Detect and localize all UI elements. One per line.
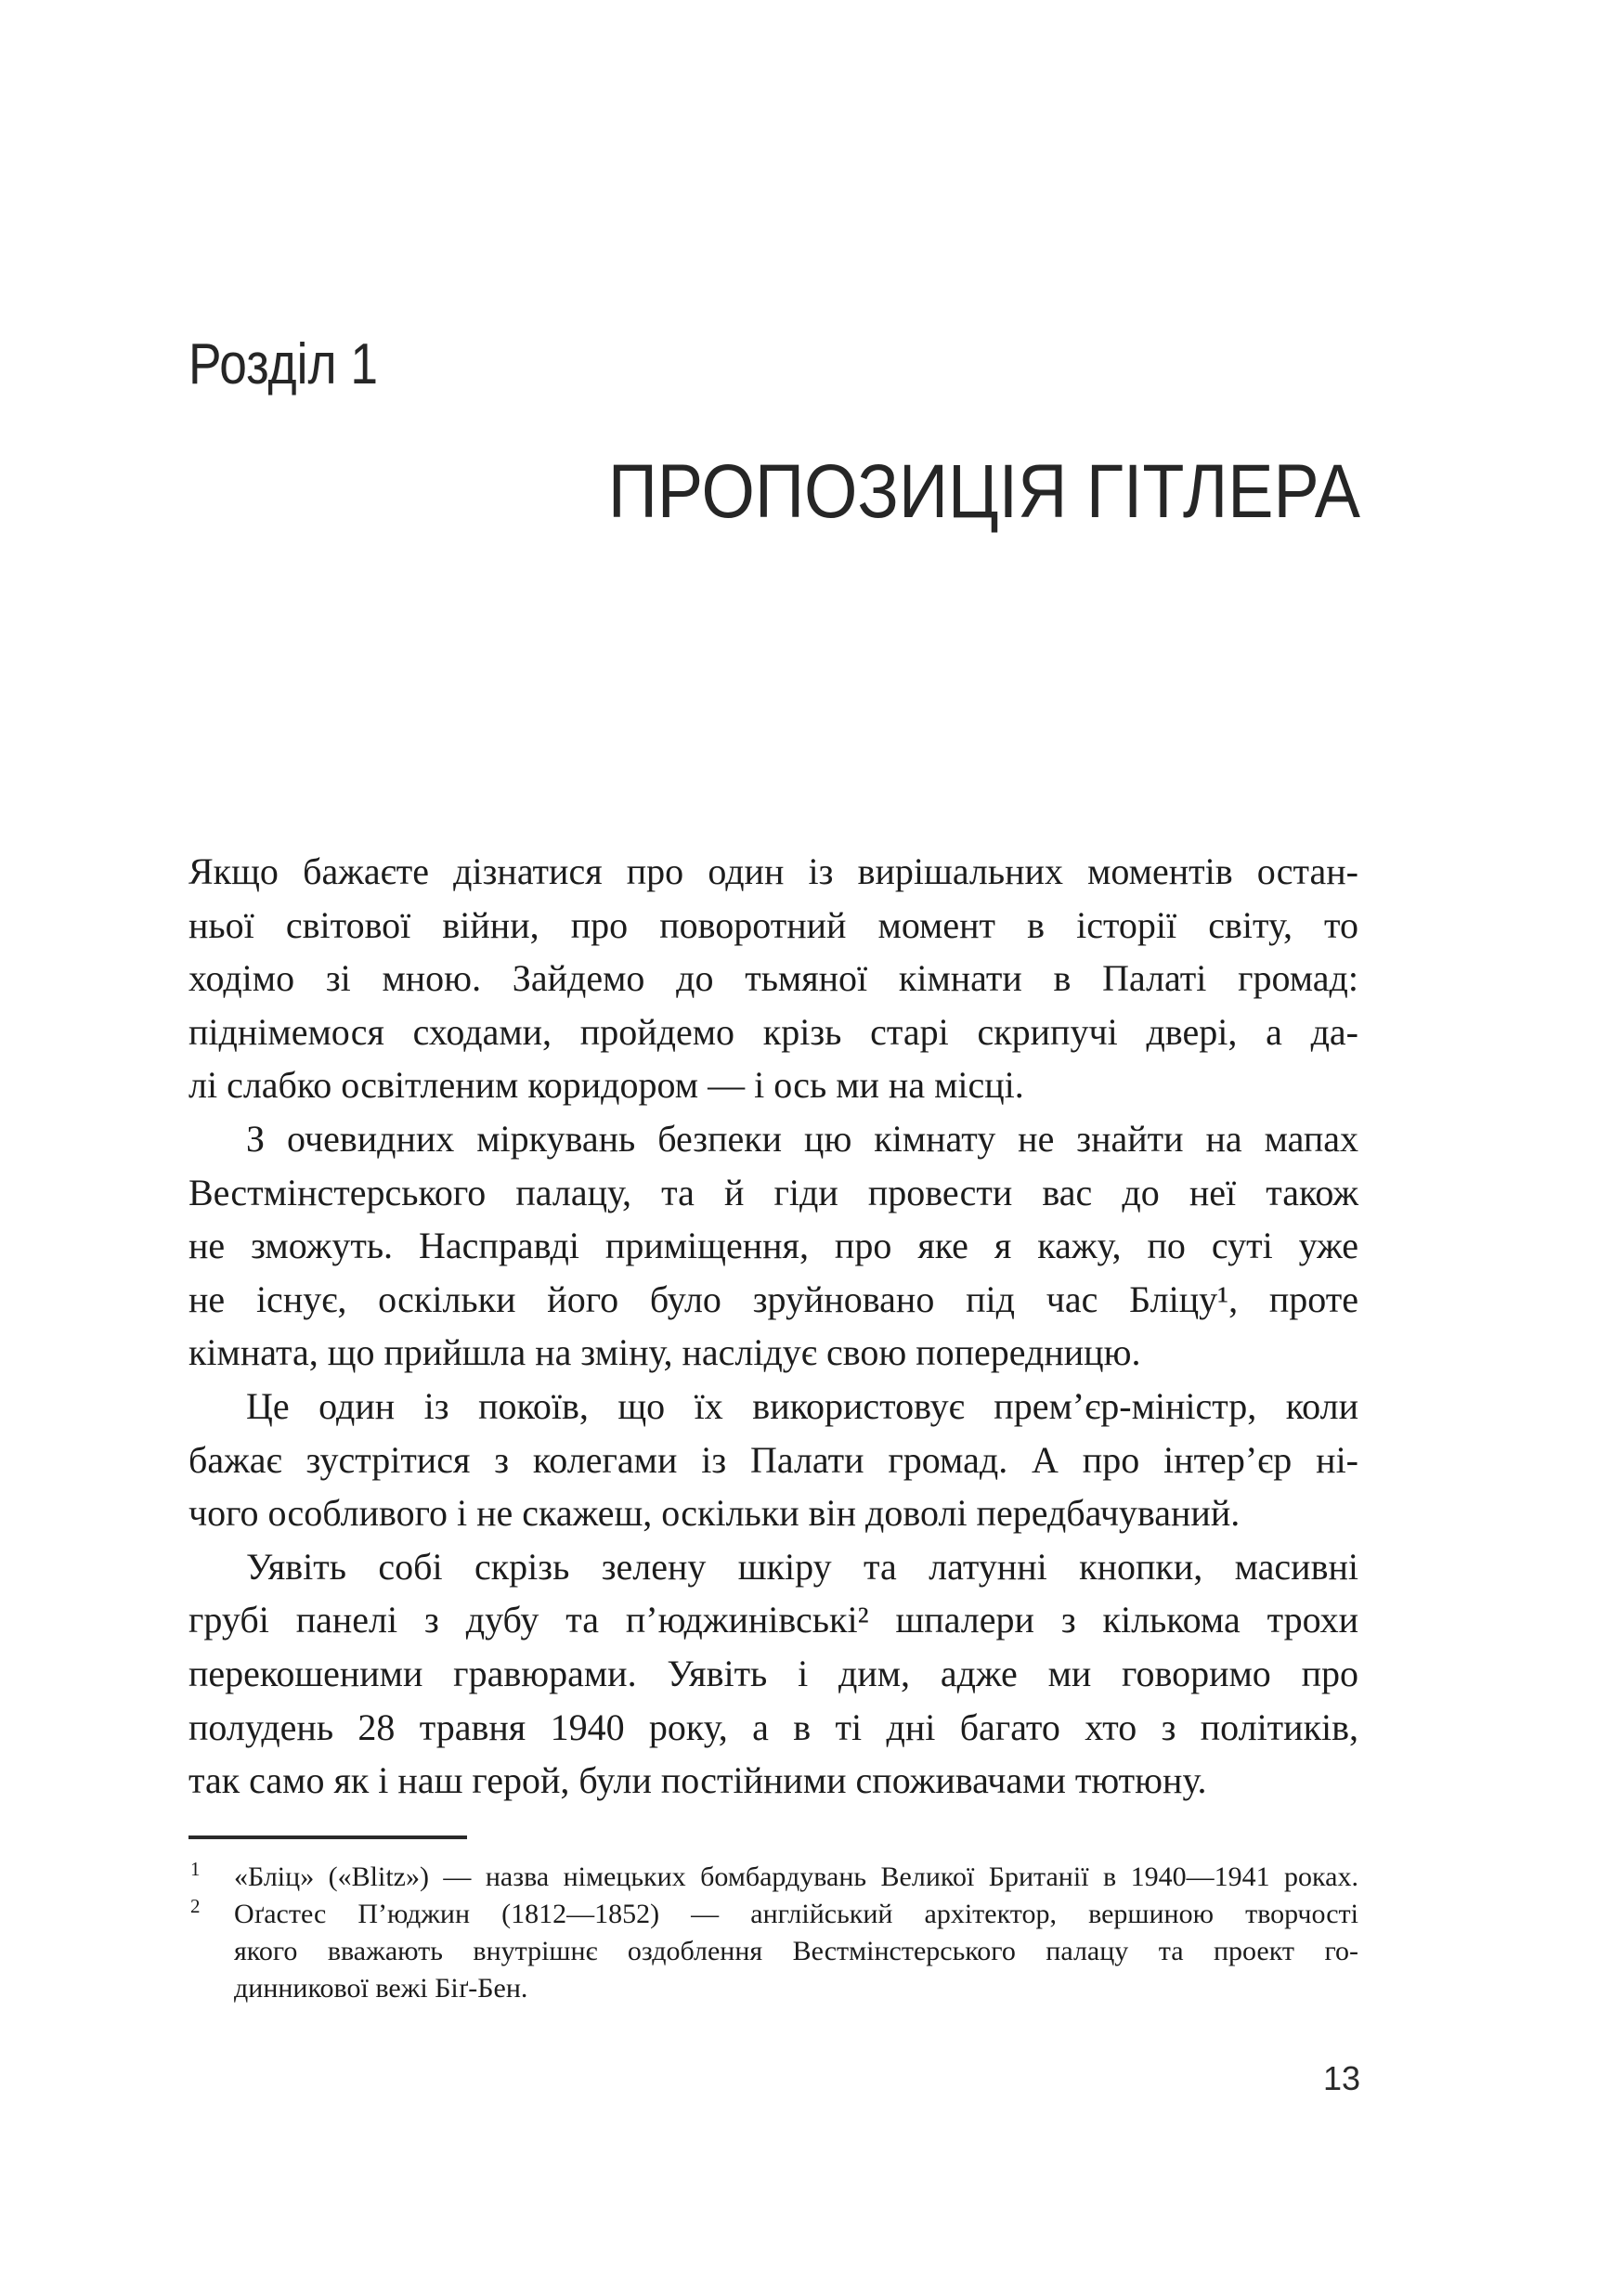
footnote-2 <box>188 1896 1358 2007</box>
chapter-label: Розділ 1 <box>188 332 379 396</box>
body-line: кімната, що прийшла на зміну, наслідує свою попередницю. <box>188 1331 1141 1374</box>
body-text <box>188 845 1358 1808</box>
body-line: грубі панелі з дубу та п’юджинівські² шпалери з кількома трохи <box>188 1599 1358 1641</box>
body-line: піднімемося сходами, пройдемо крізь старі скрипучі двері, а да- <box>188 1010 1358 1053</box>
footnote-marker-2: 2 <box>190 1895 201 1917</box>
body-line: полудень 28 травня 1940 року, а в ті дні багато хто з політиків, <box>188 1706 1358 1748</box>
body-line: З очевидних міркувань безпеки цю кімнату не знайти на мапах <box>246 1117 1358 1160</box>
body-line: так само як і наш герой, були постійними споживачами тютюну. <box>188 1759 1207 1802</box>
body-line: не існує, оскільки його було зруйновано під час Бліцу¹, проте <box>188 1278 1358 1320</box>
footnote-text: Оґастес П’юджин (1812—1852) — англійський архітектор, вершиною творчості <box>234 1899 1358 1929</box>
body-line: лі слабко освітленим коридором — і ось ми на місці. <box>188 1064 1024 1107</box>
body-line: Вестмінстерського палацу, та й гіди провести вас до неї також <box>188 1171 1358 1213</box>
body-line: Уявіть собі скрізь зелену шкіру та латунні кнопки, масивні <box>246 1545 1358 1588</box>
body-line: чого особливого і не скажеш, оскільки він доволі передбачуваний. <box>188 1492 1241 1535</box>
body-line: бажає зустрітися з колегами із Палати громад. А про інтер’єр ні- <box>188 1438 1358 1481</box>
body-line: ходімо зі мною. Зайдемо до тьмяної кімнати в Палаті громад: <box>188 957 1358 1000</box>
body-line: не зможуть. Насправді приміщення, про яке я кажу, по суті уже <box>188 1225 1358 1267</box>
footnote-text: динникової вежі Біґ-Бен. <box>234 1973 528 2004</box>
footnote-separator <box>188 1835 467 1839</box>
chapter-title: ПРОПОЗИЦІЯ ГІТЛЕРА <box>607 449 1360 534</box>
footnote-text: якого вважають внутрішнє оздоблення Вестмінстерського палацу та проект го- <box>234 1936 1358 1966</box>
page-number: 13 <box>1322 2059 1360 2097</box>
footnote-text: «Бліц» («Blitz») — назва німецьких бомбардувань Великої Британії в 1940—1941 роках. <box>234 1861 1358 1892</box>
footnote-marker-1: 1 <box>190 1858 201 1880</box>
body-line: Це один із покоїв, що їх використовує прем’єр-міністр, коли <box>246 1384 1358 1427</box>
body-line: перекошеними гравюрами. Уявіть і дим, адже ми говоримо про <box>188 1652 1358 1694</box>
body-line: ньої світової війни, про поворотний момент в історії світу, то <box>188 903 1358 946</box>
footnote-1 <box>188 1859 1358 1896</box>
footnotes <box>188 1859 1358 2007</box>
body-line: Якщо бажаєте дізнатися про один із вирішальних моментів остан- <box>188 850 1358 892</box>
